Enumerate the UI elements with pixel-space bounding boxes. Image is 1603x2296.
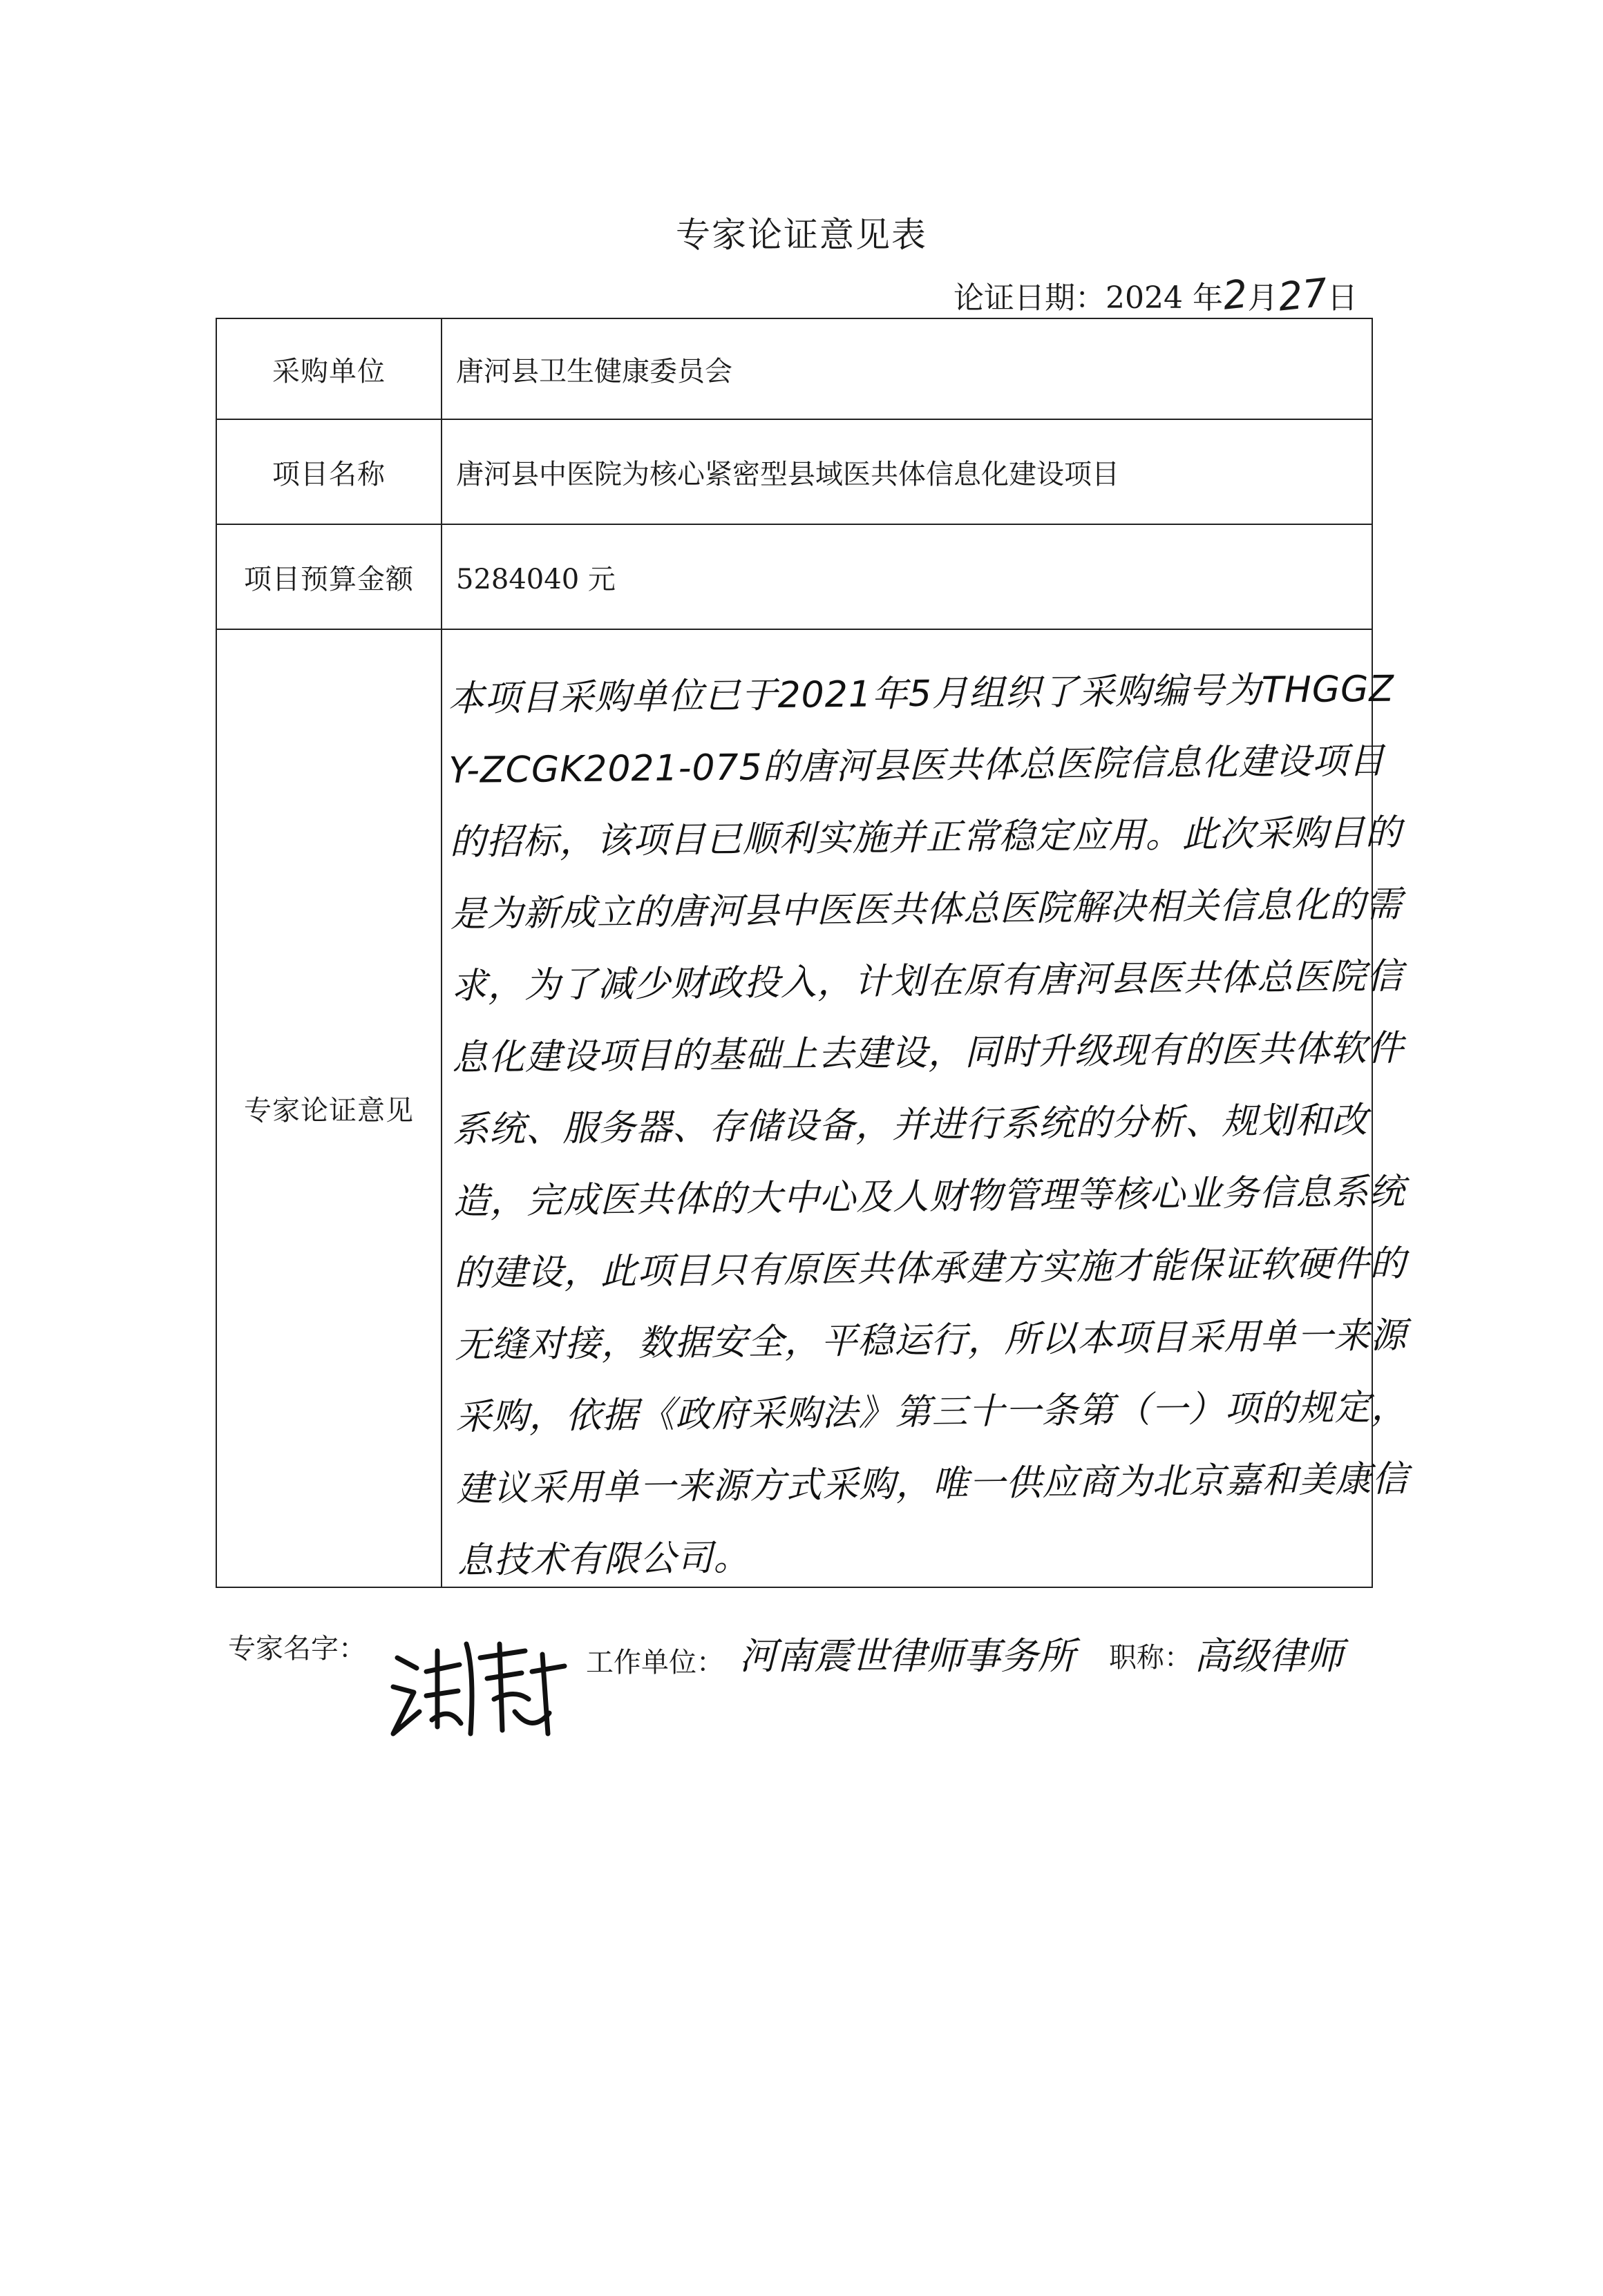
work-unit-value: 河南震世律师事务所: [739, 1634, 1075, 1678]
evaluation-date: [954, 270, 1358, 321]
date-month-unit: 月: [1247, 280, 1278, 316]
project-name-value: 唐河县中医院为核心紧密型县域医共体信息化建设项目: [442, 419, 1372, 524]
work-unit-label: 工作单位：: [586, 1647, 724, 1678]
handwritten-opinion-text: 本项目采购单位已于2021年5月组织了采购编号为THGGZY-ZCGK2021-075的唐河县医共体总医院信息化建设项目的招标，该项目已顺利实施并正常稳定应用。此次采购目的是为新成立的唐河县中医医共体总医院解决相关信息化的需求，为了减少财政投入，计划在原有唐河县医共体总医院信息化建设项目的基础上去建设，同时升级现有的医共体软件系统、服务器、存储设备，并进行系统的分析、规划和改造，完成医共体的大中心及人财物管理等核心业务信息系统的建设，此项目只有原医共体承建方实施才能保证软硬件的无缝对接，数据安全，平稳运行，所以本项目采用单一来源采购，依据《政府采购法》第三十一条第（一）项的规定，建议采用单一来源方式采购，唯一供应商为北京嘉和美康信息技术有限公司。: [448, 668, 1409, 1582]
expert-signature: [383, 1630, 577, 1748]
form-title: 专家论证意见表: [676, 215, 927, 255]
form-row-budget: [216, 524, 1372, 629]
purchaser-label: 采购单位: [216, 318, 442, 419]
budget-label: 项目预算金额: [216, 524, 442, 629]
opinion-label: 专家论证意见: [216, 629, 442, 1587]
date-day-unit: 日: [1327, 280, 1358, 316]
date-month: 2: [1220, 271, 1250, 319]
form-row-project-name: [216, 419, 1372, 524]
form-row-purchaser: [216, 318, 1372, 419]
date-label: 论证日期：2024 年: [954, 280, 1223, 316]
expert-name-label: 专家名字：: [228, 1633, 366, 1665]
purchaser-value: 唐河县卫生健康委员会: [442, 318, 1372, 419]
project-name-label: 项目名称: [216, 419, 442, 524]
budget-value: 5284040 元: [442, 524, 1372, 629]
job-title-value: 高级律师: [1194, 1634, 1343, 1678]
job-title-label: 职称：: [1109, 1642, 1192, 1674]
date-day: 27: [1275, 270, 1330, 321]
